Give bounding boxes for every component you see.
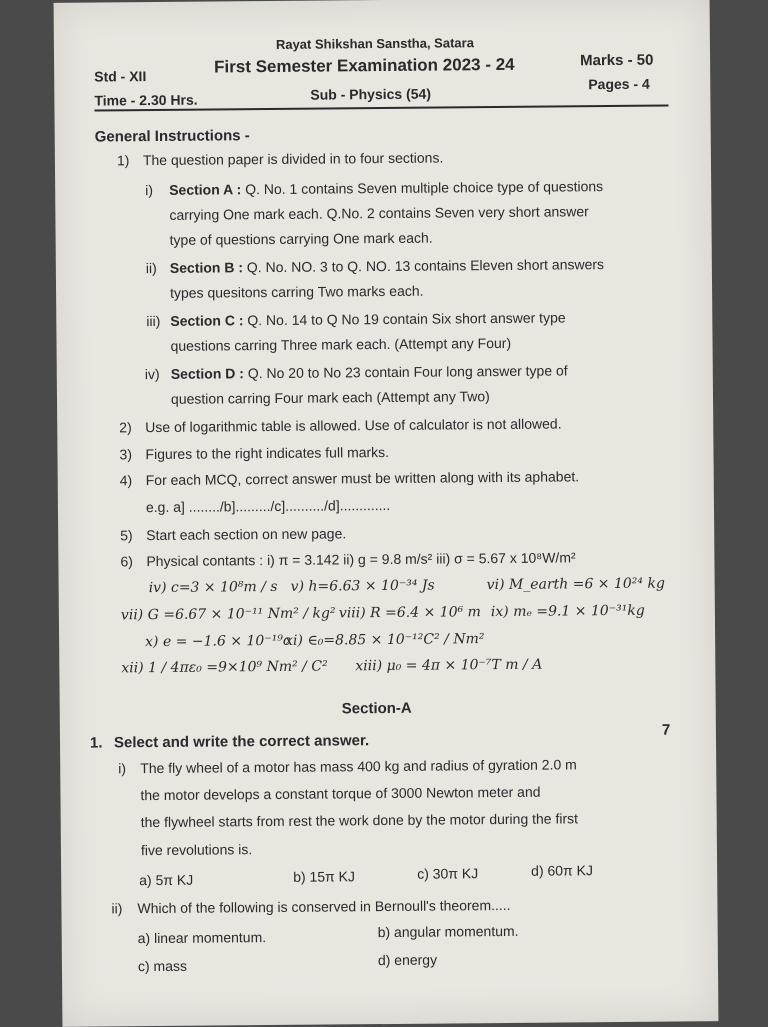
instruction-number: 2): [119, 419, 132, 436]
instruction-text: Start each section on new page.: [146, 525, 347, 544]
constant-electron-charge: x) e = −1.6 × 10⁻¹⁹c: [145, 632, 291, 651]
constant-planck: v) h=6.63 × 10⁻³⁴ Js: [290, 577, 435, 595]
section-b-line: types quesitons carring Two marks each.: [170, 282, 424, 301]
subquestion-text: Which of the following is conserved in Bernoull's theorem.....: [137, 896, 511, 917]
option-a: a) 5π KJ: [139, 871, 194, 889]
constant-coulomb: xii) 1 / 4πε₀ =9×10⁹ Nm² / C²: [121, 658, 328, 677]
instructions-heading: General Instructions -: [94, 127, 250, 146]
section-a-number: i): [145, 182, 154, 199]
question-marks: 7: [661, 721, 671, 739]
instruction-number: 5): [120, 527, 133, 544]
marks-label: Marks - 50: [579, 51, 654, 70]
subquestion-number: ii): [111, 900, 123, 917]
section-a-line: type of questions carrying One mark each.: [169, 229, 433, 248]
constant-permeability: xiii) μ₀ = 4π × 10⁻⁷T m / A: [355, 656, 543, 675]
constant-speed-of-light: iv) c=3 × 10⁸m / s: [148, 578, 278, 597]
constant-earth-mass: vi) M_earth =6 × 10²⁴ kg: [486, 575, 665, 594]
constant-electron-mass: ix) mₑ =9.1 × 10⁻³¹kg: [490, 602, 645, 621]
section-a-line: carrying One mark each. Q.No. 2 contains Seven very short answer: [169, 203, 589, 223]
exam-title: First Semester Examination 2023 - 24: [214, 54, 515, 77]
section-a-heading: Section-A: [341, 699, 412, 718]
option-d: d) 60π KJ: [531, 862, 594, 879]
std-label: Std - XII: [94, 68, 147, 85]
institution-name: Rayat Shikshan Sanstha, Satara: [275, 35, 474, 52]
option-b: b) angular momentum.: [377, 922, 519, 941]
mcq-format-example: e.g. a] ......../b]........./c]........../d].............: [145, 496, 391, 516]
section-d-line: question carring Four mark each (Attempt any Two): [170, 388, 490, 407]
instruction-text: Use of logarithmic table is allowed. Use of calculator is not allowed.: [145, 415, 562, 436]
physical-constants-lead: Physical contants : i) π = 3.142 ii) g = 9.8 m/s² iii) σ = 5.67 x 10⁸W/m²: [146, 549, 576, 570]
section-c-label: Section C :: [170, 312, 244, 329]
subject-label: Sub - Physics (54): [310, 85, 432, 103]
section-c-line: Q. No. 14 to Q No 19 contain Six short answer type: [247, 309, 566, 329]
constant-gravitational: vii) G =6.67 × 10⁻¹¹ Nm² / kg²: [120, 605, 336, 624]
section-d-number: iv): [144, 365, 160, 383]
section-c-number: iii): [146, 312, 161, 330]
instruction-text: The question paper is divided in to four sections.: [142, 149, 444, 169]
pages-label: Pages - 4: [588, 75, 650, 93]
subquestion-text: the flywheel starts from rest the work done by the motor during the first: [140, 810, 579, 831]
option-b: b) 15π KJ: [293, 868, 356, 885]
instruction-text: Figures to the right indicates full marks.: [145, 443, 390, 463]
question-number: 1.: [89, 734, 103, 752]
section-c-line: questions carring Three mark each. (Attempt any Four): [170, 334, 512, 354]
question-text: Select and write the correct answer.: [113, 732, 370, 752]
section-d-line: Q. No 20 to No 23 contain Four long answer type of: [247, 362, 568, 382]
exam-paper: [54, 0, 719, 1027]
section-a-line: Q. No. 1 contains Seven multiple choice type of questions: [245, 178, 604, 198]
option-a: a) linear momentum.: [137, 929, 267, 947]
section-d-label: Section D :: [170, 365, 244, 382]
option-c: c) 30π KJ: [417, 865, 479, 882]
option-d: d) energy: [377, 951, 438, 969]
instruction-text: For each MCQ, correct answer must be written along with its aphabet.: [145, 468, 580, 489]
instruction-number: 1): [116, 152, 130, 169]
section-b-number: ii): [145, 259, 157, 277]
instruction-number: 6): [120, 553, 133, 570]
instruction-number: 3): [119, 446, 133, 463]
subquestion-number: i): [118, 760, 127, 777]
constant-earth-radius: viii) R =6.4 × 10⁶ m: [338, 604, 481, 622]
time-label: Time - 2.30 Hrs.: [94, 91, 198, 109]
section-b-label: Section B :: [169, 259, 244, 276]
subquestion-text: The fly wheel of a motor has mass 400 kg and radius of gyration 2.0 m: [140, 756, 577, 777]
subquestion-text: the motor develops a constant torque of 3000 Newton meter and: [140, 783, 541, 804]
option-c: c) mass: [137, 957, 188, 975]
constant-permittivity: xi) ∈₀=8.85 × 10⁻¹²C² / Nm²: [285, 631, 485, 649]
section-b-line: Q. No. NO. 3 to Q. NO. 13 contains Eleven short answers: [246, 256, 605, 276]
section-a-label: Section A :: [169, 181, 242, 198]
subquestion-text: five revolutions is.: [140, 841, 253, 859]
instruction-number: 4): [119, 472, 133, 489]
